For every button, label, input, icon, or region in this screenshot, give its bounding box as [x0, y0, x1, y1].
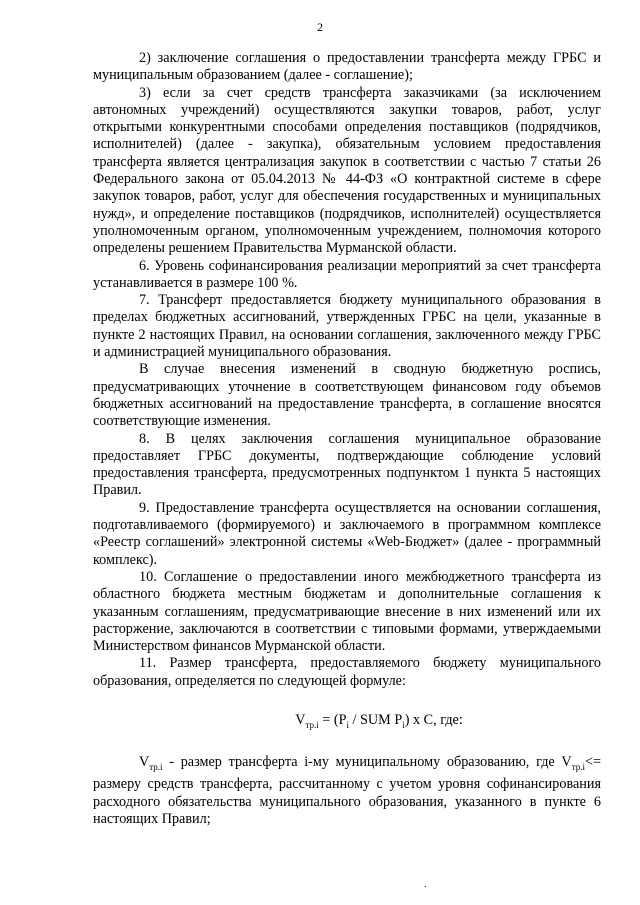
- paragraph-clause-9: 9. Предоставление трансферта осуществляется на основании соглашения, подготавливаемого (формируемого) и заключаемого в программном комплексе «Реестр соглашений» электронной системы «Web-Бюджет» (далее - программный комплекс).: [93, 499, 601, 568]
- formula-sum: / SUM P: [348, 711, 403, 728]
- footer-mark: .: [424, 879, 427, 890]
- document-body: [93, 50, 601, 828]
- transfer-formula: [93, 712, 601, 734]
- formula-v: V: [295, 711, 306, 728]
- formula-end: ) x C, где:: [404, 711, 463, 728]
- definition-v-subscript: тр.i: [149, 761, 163, 772]
- formula-sum-subscript: i: [402, 719, 405, 730]
- formula-pi-subscript: i: [346, 719, 349, 730]
- paragraph-clause-8: 8. В целях заключения соглашения муниципальное образование предоставляет ГРБС документы, подтверждающие соблюдение условий предоставления трансферта, предусмотренных подпунктом 1 пункта 5 настоящих Правил.: [93, 430, 601, 499]
- paragraph-definition: [93, 754, 601, 828]
- paragraph-clause-7: 7. Трансферт предоставляется бюджету муниципального образования в пределах бюджетных ассигнований, утвержденных ГРБС на цели, указанные в пункте 2 настоящих Правил, на основании соглашения, заключенного между ГРБС и администрацией муниципального образования.: [93, 292, 601, 361]
- paragraph-clause-10: 10. Соглашение о предоставлении иного межбюджетного трансферта из областного бюджета местным бюджетам и дополнительные соглашения к указанным соглашениям, предусматривающие внесение в них изменений или их расторжение, заключаются в соответствии с типовыми формами, утверждаемыми Министерством финансов Мурманской области.: [93, 568, 601, 655]
- paragraph-clause-11: 11. Размер трансферта, предоставляемого бюджету муниципального образования, определяется по следующей формуле:: [93, 655, 601, 689]
- formula-open: = (P: [318, 711, 347, 728]
- definition-text-1: - размер трансферта i-му муниципальному образованию, где V: [162, 754, 572, 771]
- page-number: 2: [317, 20, 323, 34]
- definition-v2-subscript: тр.i: [571, 761, 585, 772]
- formula-v-subscript: тр.i: [305, 719, 319, 730]
- paragraph-budget-changes: В случае внесения изменений в сводную бюджетную роспись, предусматривающих уточнение в соответствующем финансовом году объемов бюджетных ассигнований на предоставление трансферта, в соглашение вносятся соответствующие изменения.: [93, 361, 601, 430]
- definition-v: V: [139, 754, 150, 771]
- paragraph-item-3: 3) если за счет средств трансферта заказчиками (за исключением автономных учреждений) осуществляются закупки товаров, работ, услуг открытыми конкурентными способами определения поставщиков (подрядчиков, исполнителей) (далее - закупка), обязательным условием предоставления трансферта является централизация закупок в соответствии с частью 7 статьи 26 Федерального закона от 05.04.2013 № 44-ФЗ «О контрактной системе в сфере закупок товаров, работ, услуг для обеспечения государственных и муниципальных нужд», и определение поставщиков (подрядчиков, исполнителей) осуществляется уполномоченным органом, уполномоченным учреждением, полномочия которого определены решением Правительства Мурманской области.: [93, 84, 601, 257]
- paragraph-clause-6: 6. Уровень софинансирования реализации мероприятий за счет трансферта устанавливается в размере 100 %.: [93, 257, 601, 291]
- paragraph-item-2: 2) заключение соглашения о предоставлении трансферта между ГРБС и муниципальным образованием (далее - соглашение);: [93, 50, 601, 84]
- definition-text-2: <= размеру средств трансферта, рассчитанному с учетом уровня софинансирования расходного обязательства муниципального образования, указанного в пункте 6 настоящих Правил;: [93, 754, 601, 827]
